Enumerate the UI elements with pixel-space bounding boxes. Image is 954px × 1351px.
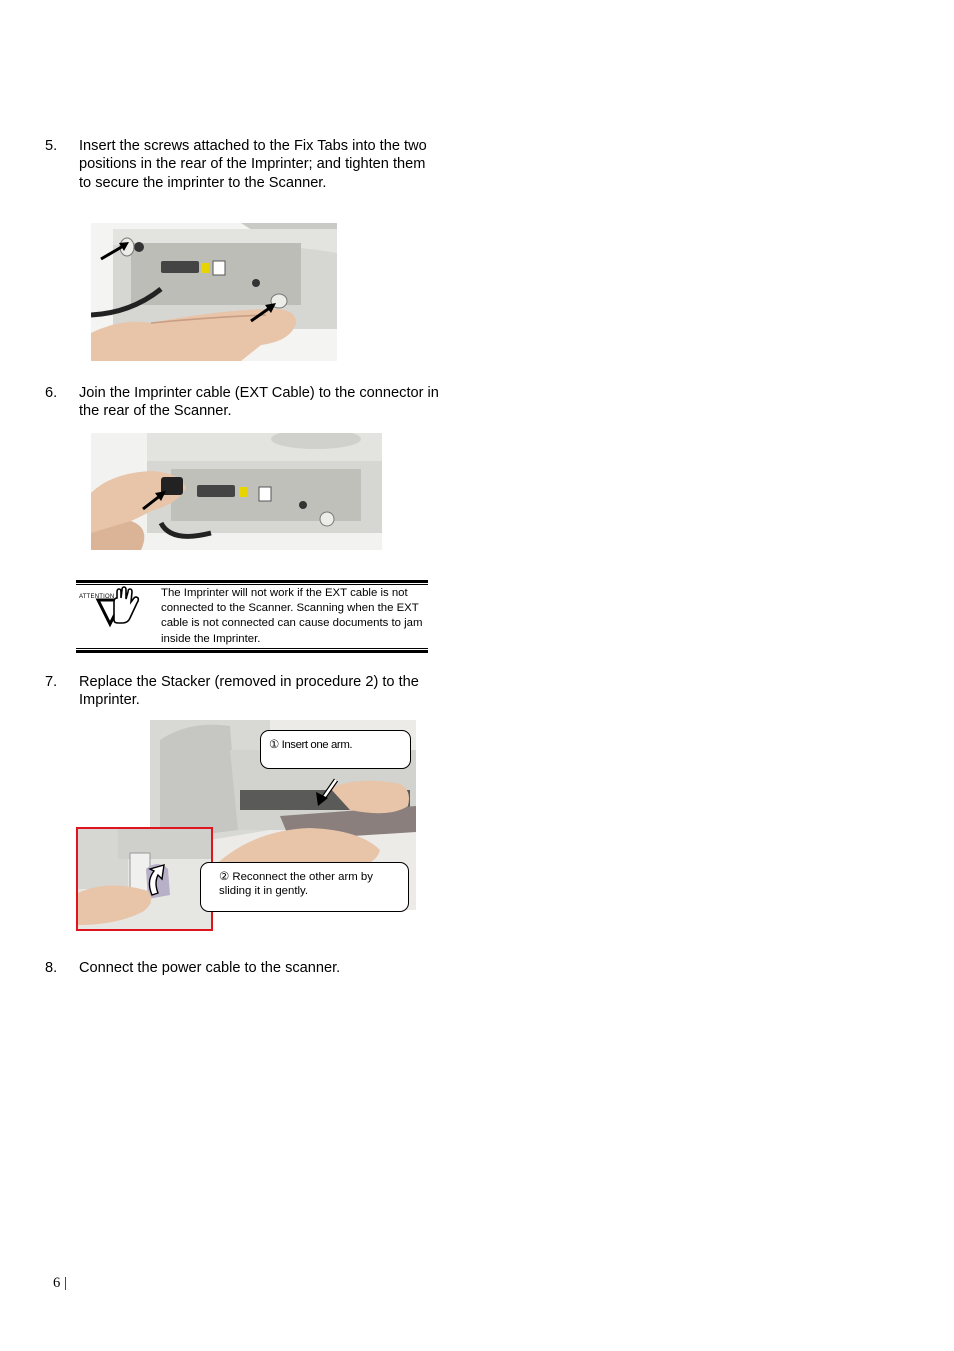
step-number: 7. <box>45 674 58 690</box>
step-number: 5. <box>45 138 58 154</box>
top-rule-thin <box>76 584 428 585</box>
photo-inset-arm <box>76 827 213 931</box>
callout-text: ② Reconnect the other arm by sliding it in gently. <box>219 871 373 897</box>
step-text: Insert the screws attached to the Fix Tabs into the two positions in the rear of the Imprinter; and tighten them to secure the imprinter to the Scanner. <box>79 138 427 191</box>
photo-ext-cable <box>91 433 382 550</box>
step-number: 6. <box>45 385 58 401</box>
attention-icon-label: ATTENTION <box>79 594 115 600</box>
top-rule <box>76 580 428 583</box>
step-number: 8. <box>45 960 58 976</box>
step-text: Replace the Stacker (removed in procedure 2) to the Imprinter. <box>79 674 419 709</box>
bottom-rule <box>76 650 428 653</box>
bottom-rule-thin <box>76 648 428 649</box>
step-text: Connect the power cable to the scanner. <box>79 960 341 976</box>
callout-text: ① Insert one arm. <box>269 739 353 751</box>
step-text: Join the Imprinter cable (EXT Cable) to the connector in the rear of the Scanner. <box>79 385 439 420</box>
callout-reconnect-arm <box>200 862 409 912</box>
attention-text: The Imprinter will not work if the EXT cable is not connected to the Scanner. Scanning when the EXT cable is not connected can cause documents to jam inside the Imprinter. <box>161 587 423 645</box>
photo-fix-tab-screws <box>91 223 337 361</box>
page-number: 6 | <box>53 1275 67 1291</box>
attention-hand-icon <box>78 586 144 630</box>
attention-box <box>76 580 428 654</box>
callout-insert-arm <box>260 730 411 769</box>
